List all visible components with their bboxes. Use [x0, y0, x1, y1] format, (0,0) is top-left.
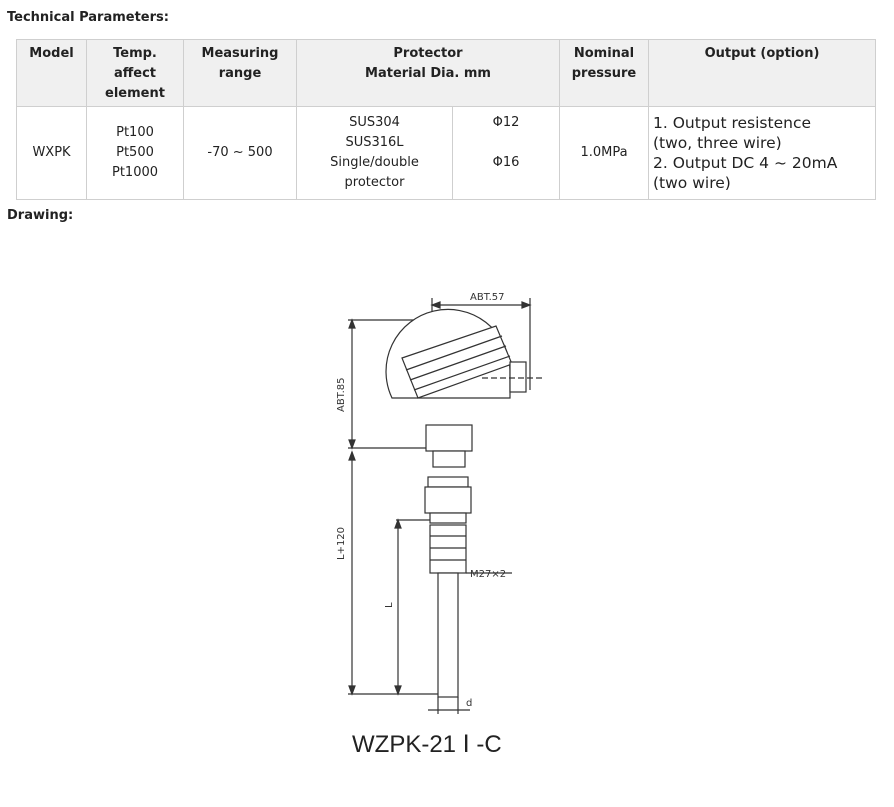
diameter-value: Φ12 — [492, 115, 520, 130]
header-measuring-range — [184, 40, 297, 107]
dim-label-thread: M27×2 — [470, 569, 507, 580]
header-output: Output (option) — [649, 40, 876, 107]
cell-output — [649, 107, 876, 200]
dim-label-abt57: ABT.57 — [470, 292, 505, 303]
header-model: Model — [17, 40, 87, 107]
header-protector-line: Protector — [393, 46, 463, 61]
cell-diameter — [453, 107, 560, 200]
parameters-table — [16, 39, 876, 200]
cell-pressure: 1.0MPa — [560, 107, 649, 200]
element-value: Pt100 — [116, 125, 154, 140]
arrow-head — [349, 686, 355, 694]
header-protector-line: Material Dia. mm — [365, 66, 491, 81]
dim-label-l120: L+120 — [336, 526, 347, 560]
arrow-head — [432, 302, 440, 308]
output-line: (two wire) — [653, 174, 731, 192]
head-neck — [426, 425, 472, 451]
element-value: Pt1000 — [111, 165, 159, 180]
output-line: (two, three wire) — [653, 134, 782, 152]
header-temp-line: affect — [113, 66, 157, 81]
arrow-head — [395, 686, 401, 694]
dim-label-l: L — [384, 602, 395, 608]
arrow-head — [349, 452, 355, 460]
thermocouple-drawing — [320, 280, 580, 770]
material-line: Single/double — [330, 155, 419, 170]
technical-parameters-heading: Technical Parameters: — [7, 10, 169, 25]
header-nominal-pressure — [560, 40, 649, 107]
header-protector — [297, 40, 560, 107]
thread-section — [430, 525, 466, 573]
arrow-head — [395, 520, 401, 528]
material-line: SUS304 — [349, 115, 400, 130]
material-line: protector — [344, 175, 405, 190]
cell-elements — [87, 107, 184, 200]
element-value: Pt500 — [116, 145, 154, 160]
dim-label-abt85: ABT.85 — [336, 377, 347, 412]
cable-gland — [510, 362, 526, 392]
hex-fitting — [425, 487, 471, 513]
cell-range: -70 ~ 500 — [184, 107, 297, 200]
arrow-head — [522, 302, 530, 308]
cell-material — [297, 107, 453, 200]
table-header-row — [17, 40, 876, 107]
table-row — [17, 107, 876, 200]
dim-label-d: d — [466, 698, 473, 709]
cell-model: WXPK — [17, 107, 87, 200]
drawing-caption: WZPK-21 Ⅰ -C — [352, 731, 502, 758]
header-temp-line: element — [105, 86, 165, 101]
header-pressure-line: pressure — [571, 66, 637, 81]
header-range-line: range — [218, 66, 262, 81]
hex-fitting — [428, 477, 468, 487]
material-line: SUS316L — [345, 135, 404, 150]
header-temp-line: Temp. — [113, 46, 157, 61]
arrow-head — [349, 440, 355, 448]
header-pressure-line: Nominal — [573, 46, 635, 61]
header-range-line: Measuring — [201, 46, 279, 61]
output-line: 2. Output DC 4 ~ 20mA — [653, 154, 838, 172]
output-line: 1. Output resistence — [653, 114, 812, 132]
diameter-value: Φ16 — [492, 155, 520, 170]
drawing-heading: Drawing: — [7, 208, 74, 223]
header-temp-element — [87, 40, 184, 107]
neck-nut — [433, 451, 465, 467]
hex-fitting — [430, 513, 466, 523]
arrow-head — [349, 320, 355, 328]
protection-tube — [438, 573, 458, 697]
